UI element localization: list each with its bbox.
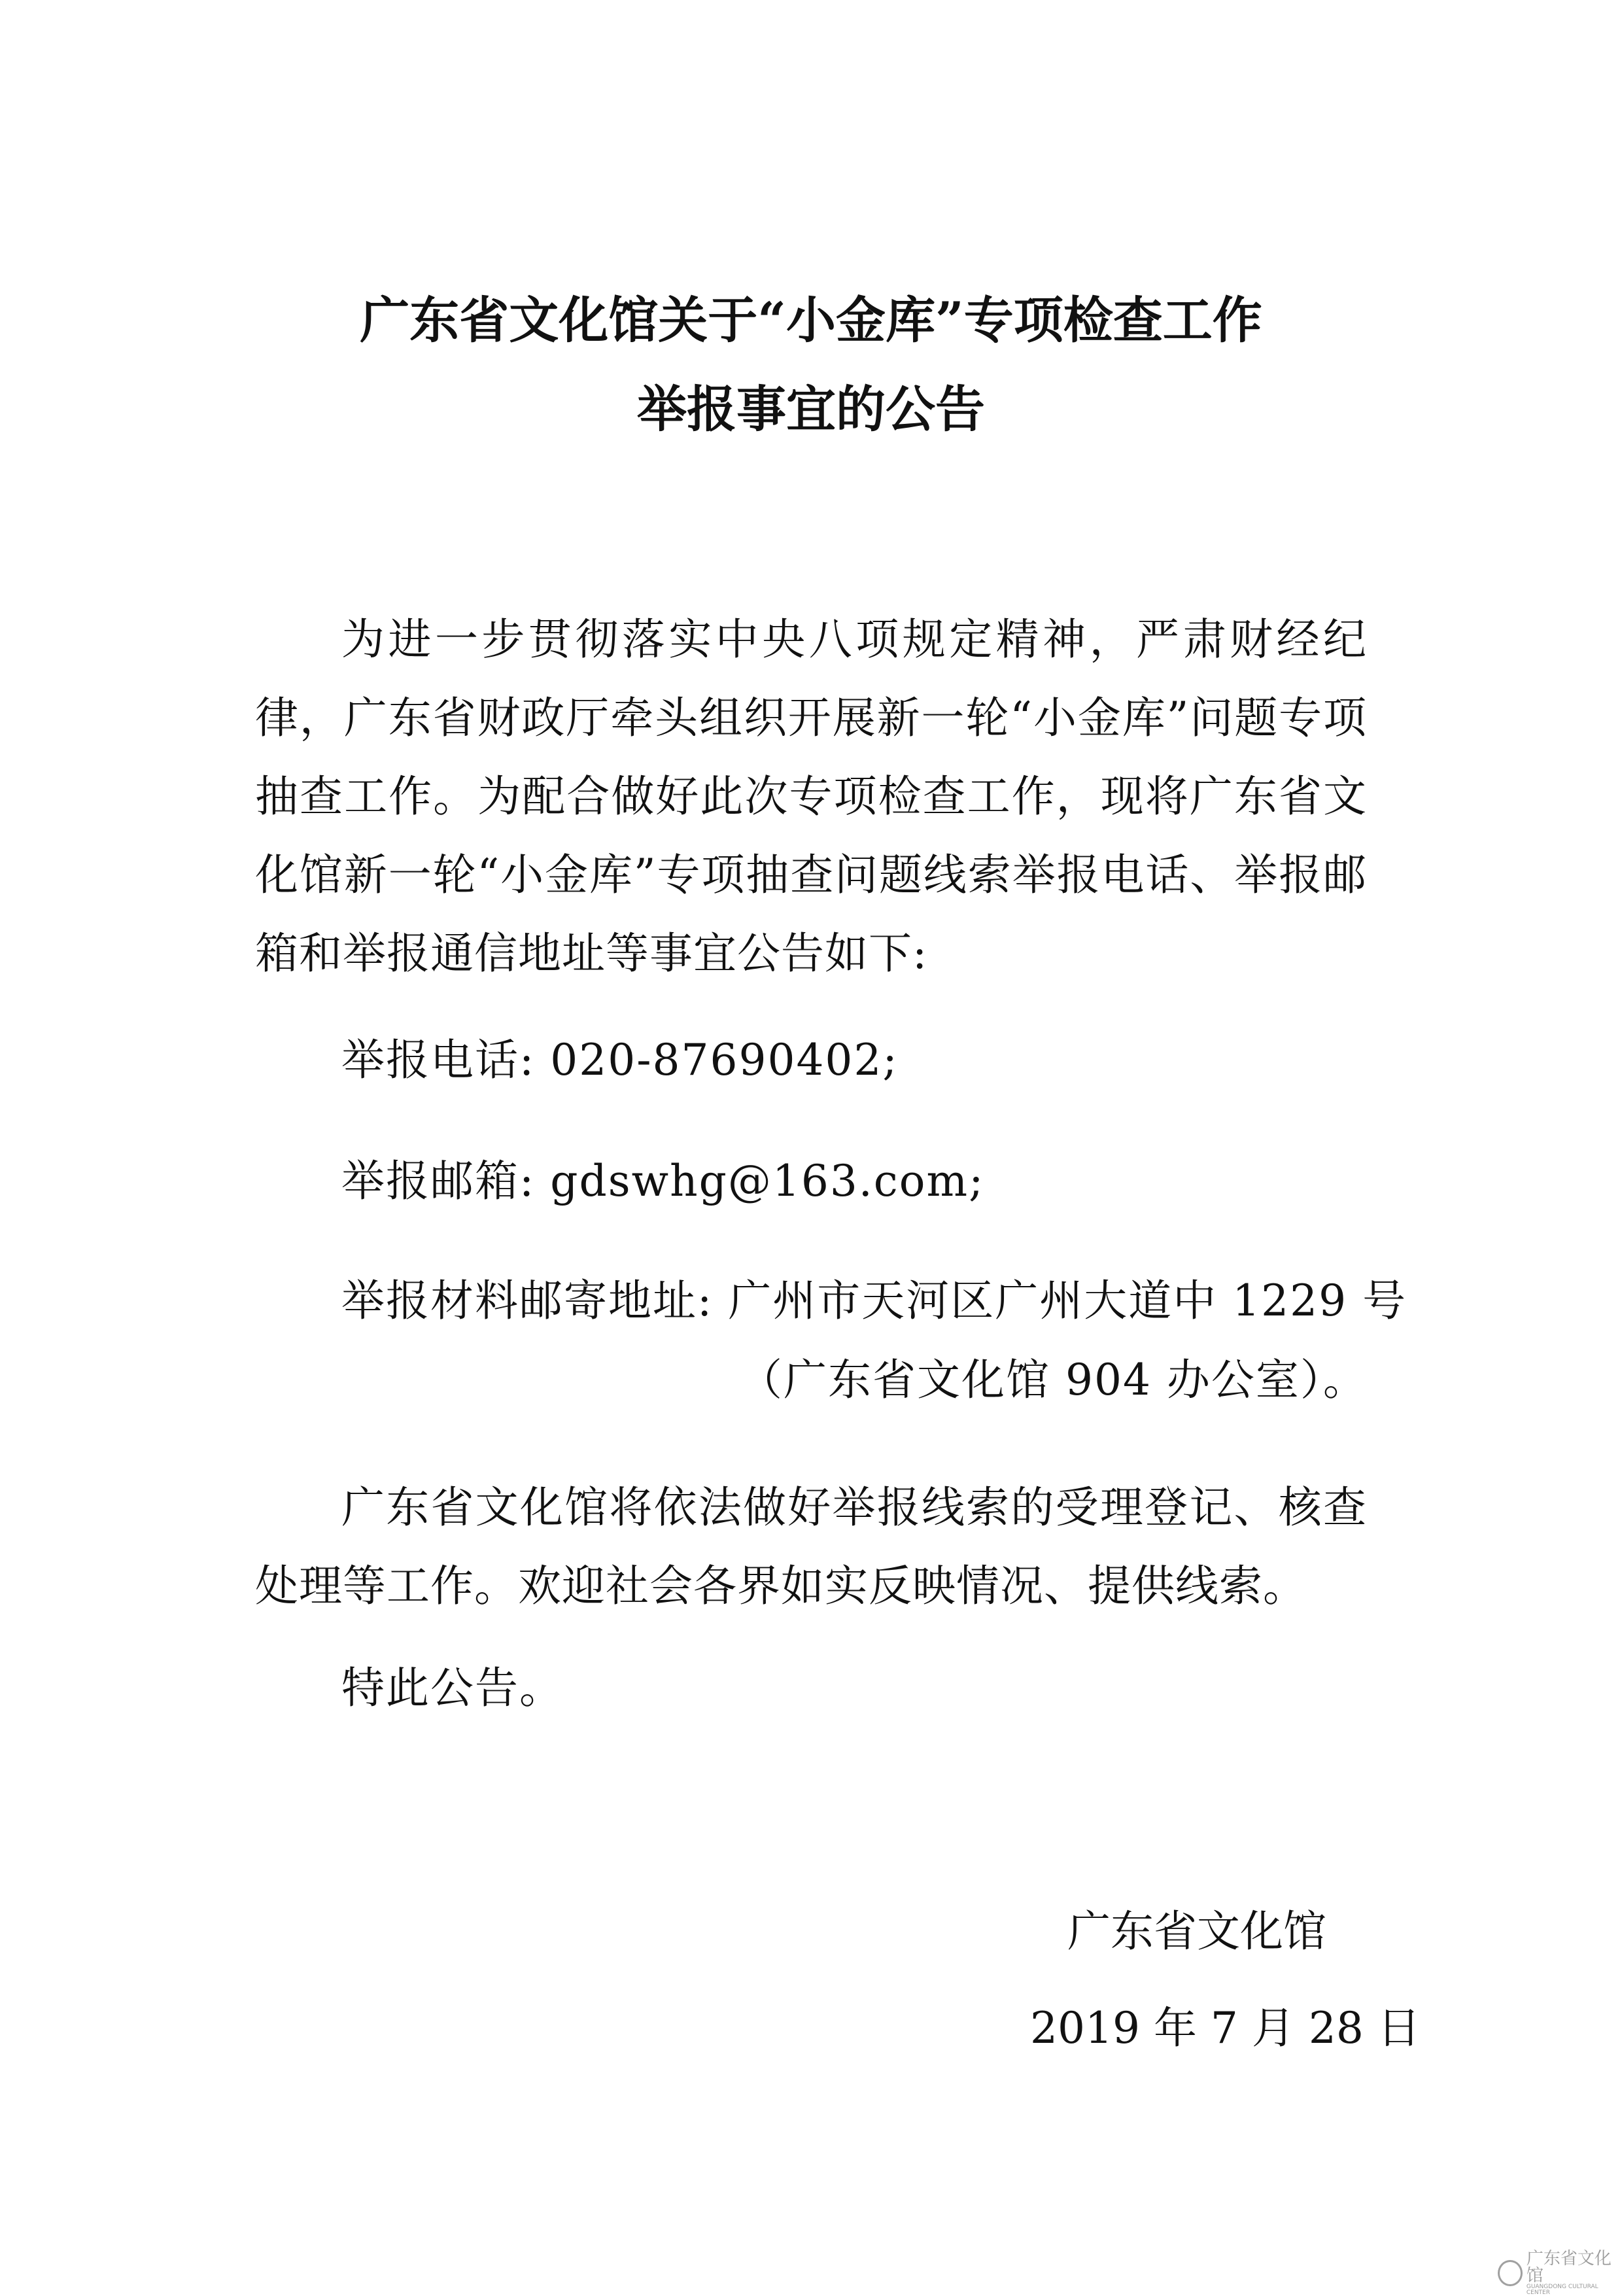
watermark — [1498, 2250, 1622, 2296]
notice-end: 特此公告。 — [341, 1663, 564, 1713]
report-phone: 举报电话: 020-87690402; — [341, 1035, 899, 1085]
report-address-office: （广东省文化馆 904 办公室）。 — [739, 1355, 1368, 1405]
report-email: 举报邮箱: gdswhg@163.com; — [341, 1156, 985, 1206]
watermark-cn: 广东省文化馆 — [1526, 2249, 1612, 2286]
notice-title-line-2: 举报事宜的公告 — [637, 380, 985, 438]
signature-org: 广东省文化馆 — [1067, 1906, 1326, 1957]
notice-title-line-1: 广东省文化馆关于“小金库”专项检查工作 — [360, 291, 1262, 349]
closing-paragraph: 广东省文化馆将依法做好举报线索的受理登记、核查处理等工作。欢迎社会各界如实反映情况、提供线索。 — [255, 1482, 1367, 1611]
signature-date: 2019 年 7 月 28 日 — [1030, 2003, 1421, 2053]
watermark-logo-icon — [1498, 2260, 1523, 2286]
intro-paragraph: 为进一步贯彻落实中央八项规定精神，严肃财经纪律，广东省财政厅牵头组织开展新一轮“小金库”问题专项抽查工作。为配合做好此次专项检查工作，现将广东省文化馆新一轮“小金库”专项抽查问题线索举报电话、举报邮箱和举报通信地址等事宜公告如下: — [255, 614, 1367, 979]
report-address: 举报材料邮寄地址: 广州市天河区广州大道中 1229 号 — [341, 1276, 1407, 1326]
watermark-en: GUANGDONG CULTURAL CENTER — [1526, 2284, 1598, 2296]
